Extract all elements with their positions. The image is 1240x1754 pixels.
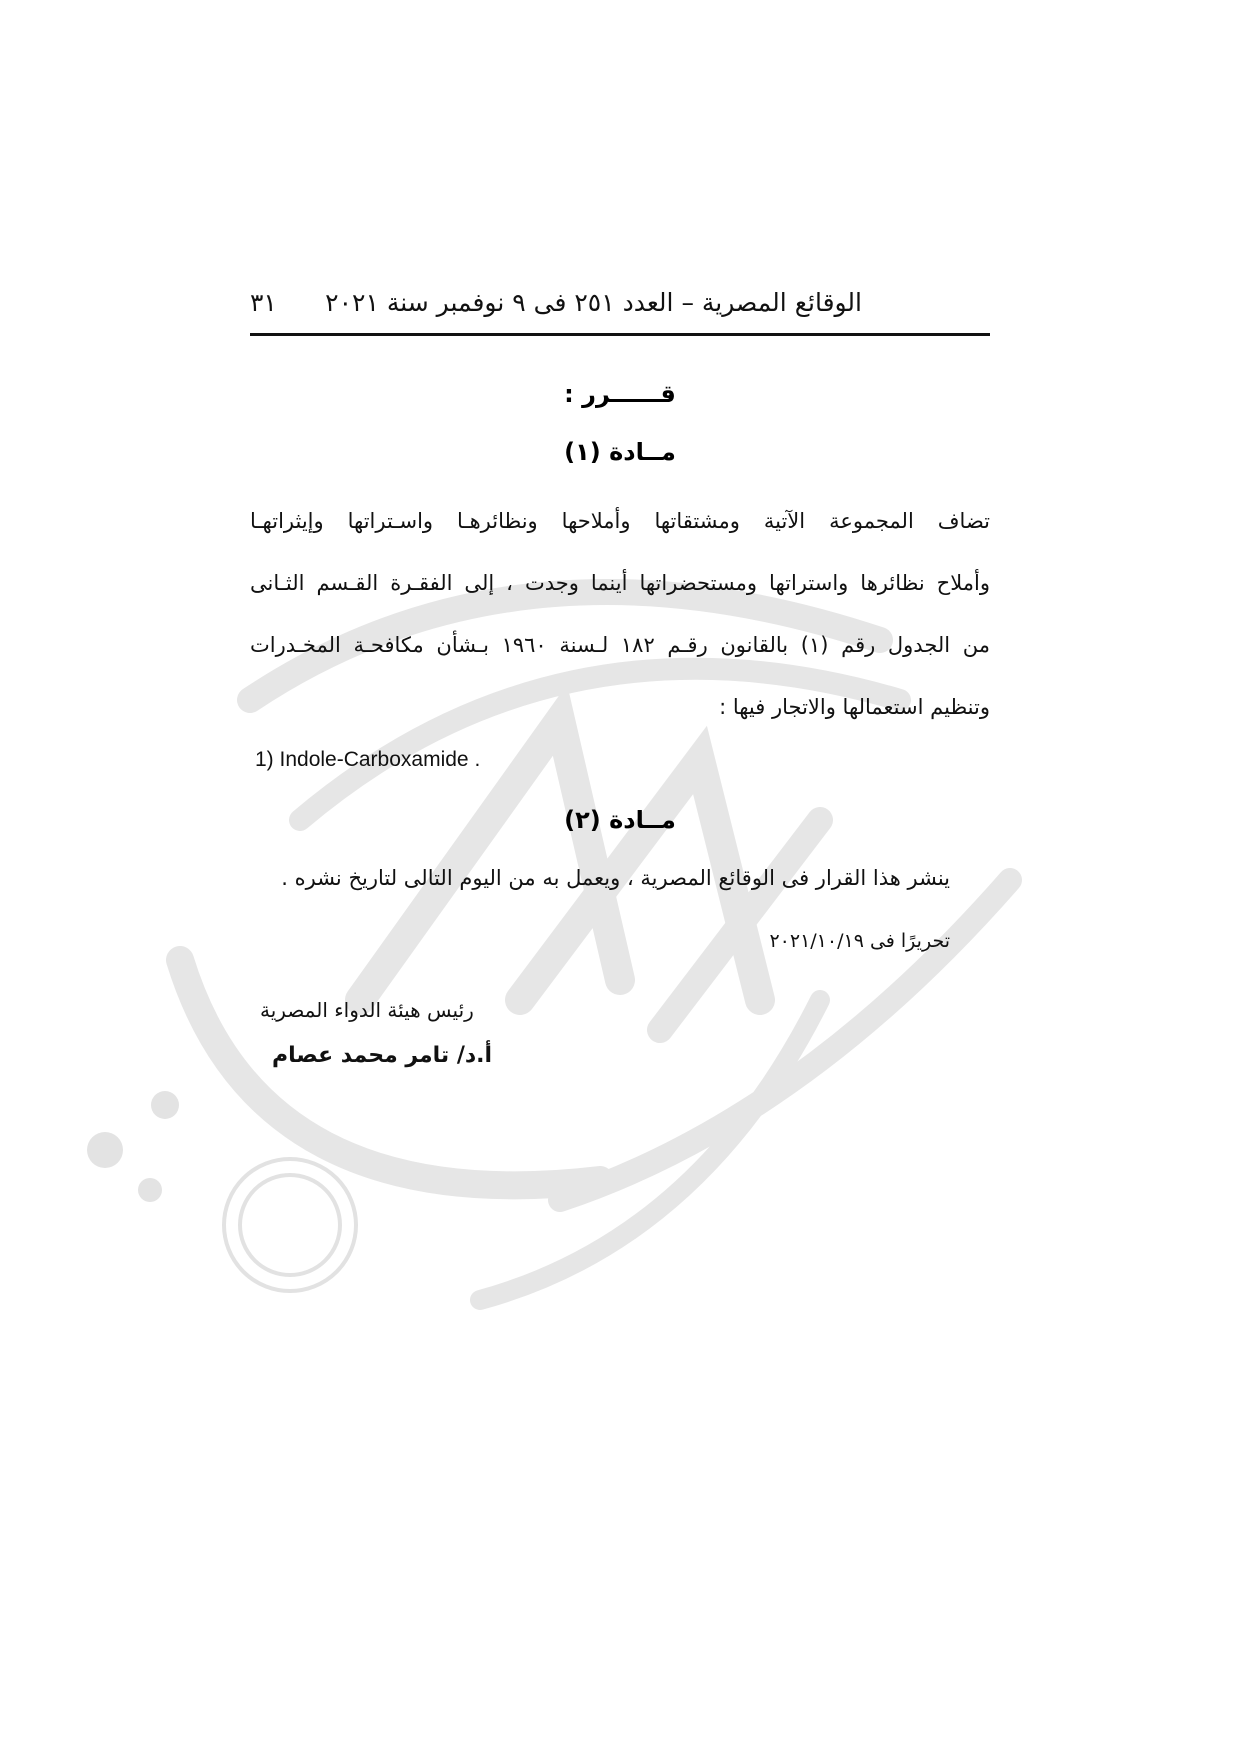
article-1-line-2: وأملاح نظائرها واستراتها ومستحضراتها أينما وجدت ، إلى الفقـرة القـسم الثـانى [250,571,990,595]
article-2-text: ينشر هذا القرار فى الوقائع المصرية ، ويعمل به من اليوم التالى لتاريخ نشره . [281,866,950,890]
decision-heading: قــــــرر : [564,380,676,408]
article-1-line-4: وتنظيم استعمالها والاتجار فيها : [719,695,990,719]
article-1-heading-wrap [250,438,990,466]
article-1-body [250,490,990,738]
article-2-body [250,866,990,890]
signatory-name: أ.د/ تامر محمد عصام [272,1043,493,1068]
signatory-title: رئيس هيئة الدواء المصرية [260,998,474,1022]
gazette-title: الوقائع المصرية – العدد ٢٥١ فى ٩ نوفمبر سنة ٢٠٢١ [325,288,862,317]
substance-item: 1) Indole-Carboxamide . [255,748,481,771]
article-2-heading-wrap [250,806,990,834]
date-wrap [250,930,990,952]
article-1-line-1: تضاف المجموعة الآتية ومشتقاتها وأملاحها ونظائرهـا واسـتراتها وإيثراتهـا [250,509,990,533]
article-1-heading: مــادة (١) [564,438,676,466]
issue-date: تحريرًا فى ٢٠٢١/١٠/١٩ [769,930,950,952]
page-number: ٣١ [250,288,277,317]
decision-heading-wrap [250,380,990,408]
header-rule [250,333,990,336]
article-1-line-3: من الجدول رقم (١) بالقانون رقـم ١٨٢ لـسنة ١٩٦٠ بـشأن مكافحـة المخـدرات [250,633,990,657]
page-header [250,282,990,322]
article-2-heading: مــادة (٢) [564,806,676,834]
